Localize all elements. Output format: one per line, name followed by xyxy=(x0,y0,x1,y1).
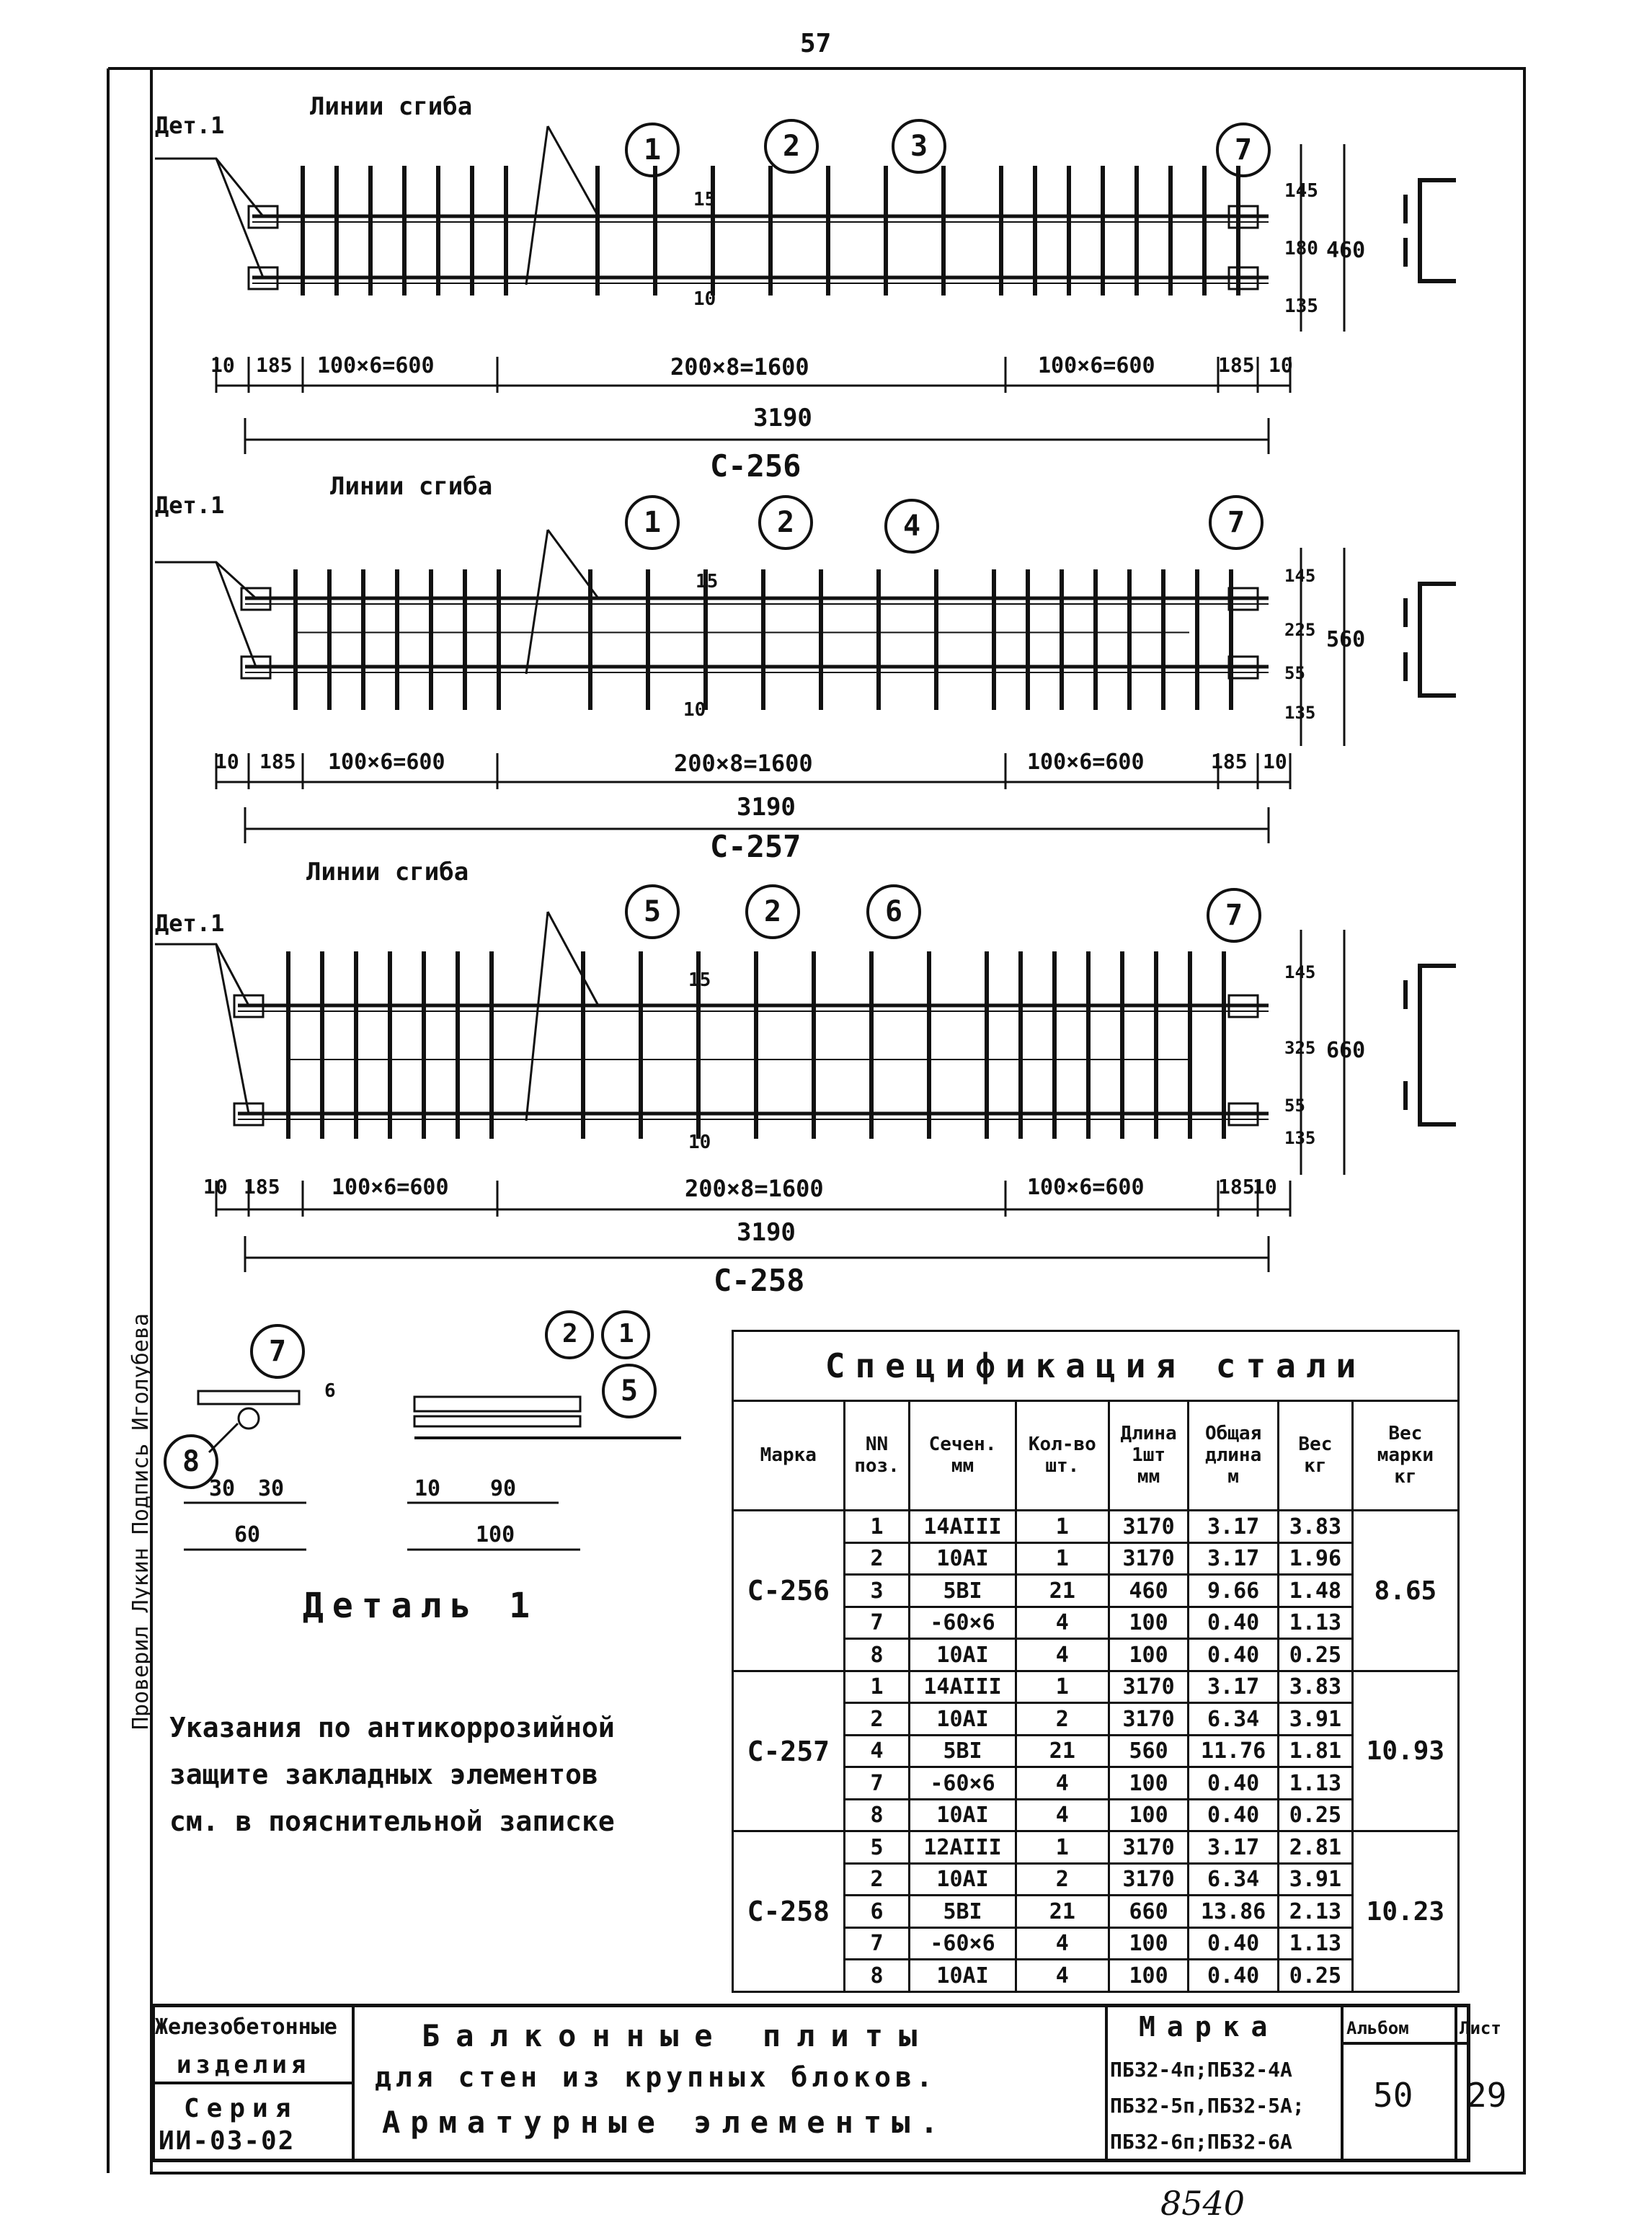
spec-cell: -60×6 xyxy=(910,1927,1016,1960)
steel-spec-table xyxy=(732,1330,1460,1993)
spec-cell: 0.25 xyxy=(1279,1960,1353,1992)
dim-total: 3190 xyxy=(753,404,812,432)
spec-cell: 3.91 xyxy=(1279,1703,1353,1736)
spec-cell: 1.13 xyxy=(1279,1767,1353,1800)
spec-mark-weight-cell: 10.23 xyxy=(1352,1831,1458,1992)
callout-number: 7 xyxy=(1225,899,1243,932)
spec-cell: 4 xyxy=(1016,1639,1109,1671)
side-dim: 225 xyxy=(1284,620,1316,640)
spec-cell: 6 xyxy=(844,1896,910,1928)
bend-lines-label: Линии сгиба xyxy=(306,858,469,887)
spec-cell: 2 xyxy=(844,1863,910,1896)
spec-cell: 5BI xyxy=(910,1575,1016,1607)
category-line: изделия xyxy=(177,2051,311,2079)
dim-bottom: 10 xyxy=(683,699,706,721)
spec-cell: 460 xyxy=(1109,1575,1189,1607)
dim-seg: 10 xyxy=(215,750,239,773)
spec-cell: 2 xyxy=(844,1542,910,1575)
mark-label: Марка xyxy=(1139,2011,1279,2043)
spec-cell: 100 xyxy=(1109,1767,1189,1800)
dim-seg: 200×8=1600 xyxy=(674,750,813,777)
spec-cell: 1 xyxy=(844,1511,910,1543)
spec-cell: 1 xyxy=(1016,1542,1109,1575)
dim: 30 xyxy=(209,1476,236,1501)
album-label: Альбом xyxy=(1346,2018,1409,2038)
dim-seg: 185 xyxy=(256,353,293,377)
spec-row xyxy=(733,1831,1459,1864)
spec-cell: 1.96 xyxy=(1279,1542,1353,1575)
spec-cell: 0.25 xyxy=(1279,1639,1353,1671)
note-line: защите закладных элементов xyxy=(169,1759,598,1790)
spec-cell: 21 xyxy=(1016,1575,1109,1607)
callout-number: 2 xyxy=(764,895,782,928)
spec-cell: 3.17 xyxy=(1189,1542,1279,1575)
side-dim: 55 xyxy=(1284,663,1305,683)
spec-cell: 100 xyxy=(1109,1799,1189,1831)
spec-cell: 3170 xyxy=(1109,1511,1189,1543)
col-total-len: Общая длина м xyxy=(1189,1401,1279,1511)
dim-seg: 10 xyxy=(1253,1175,1277,1199)
dim-top: 15 xyxy=(688,969,711,991)
spec-cell: 7 xyxy=(844,1927,910,1960)
dim-top: 15 xyxy=(693,189,716,210)
dim-seg: 10 xyxy=(1269,353,1293,377)
spec-cell: -60×6 xyxy=(910,1767,1016,1800)
sheet-value: 29 xyxy=(1467,2076,1507,2115)
spec-cell: 7 xyxy=(844,1607,910,1639)
dim: 90 xyxy=(490,1476,517,1501)
spec-cell: 4 xyxy=(1016,1799,1109,1831)
spec-cell: 100 xyxy=(1109,1639,1189,1671)
side-dim: 135 xyxy=(1284,703,1316,723)
side-dim: 180 xyxy=(1284,238,1318,259)
spec-cell: 14AIII xyxy=(910,1511,1016,1543)
title-line: Балконные плиты xyxy=(422,2018,933,2053)
spec-cell: 11.76 xyxy=(1189,1735,1279,1767)
spec-cell: 6.34 xyxy=(1189,1863,1279,1896)
side-dim: 145 xyxy=(1284,962,1316,982)
det-label: Дет.1 xyxy=(155,112,225,139)
side-dim: 55 xyxy=(1284,1096,1305,1116)
spec-cell: 4 xyxy=(1016,1927,1109,1960)
dim-total: 3190 xyxy=(737,1218,796,1247)
series-value: ИИ-03-02 xyxy=(159,2126,296,2156)
side-dim: 135 xyxy=(1284,296,1318,317)
side-total: 560 xyxy=(1326,627,1366,652)
handwritten-number: 8540 xyxy=(1160,2184,1245,2223)
spec-cell: 10AI xyxy=(910,1703,1016,1736)
bend-lines-label: Линии сгиба xyxy=(310,92,473,121)
mark-line: ПБ32-5п,ПБ32-5А; xyxy=(1110,2094,1305,2118)
spec-row xyxy=(733,1671,1459,1703)
callout-number: 2 xyxy=(777,506,795,539)
dim-seg: 185 xyxy=(244,1175,280,1199)
dim-seg: 200×8=1600 xyxy=(685,1175,824,1202)
dim-seg: 185 xyxy=(1218,1175,1255,1199)
spec-cell: 3 xyxy=(844,1575,910,1607)
spec-cell: 100 xyxy=(1109,1927,1189,1960)
spec-cell: 1 xyxy=(1016,1671,1109,1703)
spec-caption: Спецификация стали xyxy=(733,1331,1459,1401)
dim-seg: 100×6=600 xyxy=(1027,1175,1145,1200)
spec-cell: 10AI xyxy=(910,1960,1016,1992)
spec-cell: 1.13 xyxy=(1279,1607,1353,1639)
spec-cell: 3170 xyxy=(1109,1542,1189,1575)
dim-bottom: 10 xyxy=(693,288,716,310)
spec-cell: 8 xyxy=(844,1639,910,1671)
col-mark: Марка xyxy=(733,1401,845,1511)
spec-caption-row xyxy=(733,1331,1459,1401)
spec-cell: 4 xyxy=(1016,1767,1109,1800)
dim-seg: 100×6=600 xyxy=(317,353,435,378)
side-dim: 145 xyxy=(1284,566,1316,586)
spec-mark-cell: С-258 xyxy=(733,1831,845,1992)
spec-mark-cell: С-256 xyxy=(733,1511,845,1671)
side-dim: 325 xyxy=(1284,1038,1316,1058)
dim: 100 xyxy=(476,1522,515,1547)
col-weight: Вес кг xyxy=(1279,1401,1353,1511)
spec-cell: 5BI xyxy=(910,1735,1016,1767)
note-line: Указания по антикоррозийной xyxy=(169,1712,615,1743)
spec-cell: 0.40 xyxy=(1189,1960,1279,1992)
spec-cell: 9.66 xyxy=(1189,1575,1279,1607)
sheet-label: Лист xyxy=(1460,2018,1501,2038)
spec-row xyxy=(733,1511,1459,1543)
callout-number: 5 xyxy=(644,895,662,928)
spec-cell: 100 xyxy=(1109,1607,1189,1639)
page-number: 57 xyxy=(800,29,832,58)
spec-cell: 2.13 xyxy=(1279,1896,1353,1928)
spec-cell: 5BI xyxy=(910,1896,1016,1928)
spec-cell: 2 xyxy=(844,1703,910,1736)
album-value: 50 xyxy=(1373,2076,1413,2115)
spec-cell: 3.91 xyxy=(1279,1863,1353,1896)
dim-top: 15 xyxy=(696,571,719,592)
spec-cell: 2 xyxy=(1016,1863,1109,1896)
dim-bottom: 10 xyxy=(688,1132,711,1153)
spec-cell: 10AI xyxy=(910,1542,1016,1575)
spec-cell: 3.83 xyxy=(1279,1511,1353,1543)
side-stamp: Проверил Лукин Подпись Иголубева xyxy=(128,1313,154,1730)
callout-number: 7 xyxy=(1235,133,1253,166)
spec-cell: -60×6 xyxy=(910,1607,1016,1639)
spec-cell: 1.48 xyxy=(1279,1575,1353,1607)
dim-6: 6 xyxy=(324,1380,336,1402)
spec-cell: 3.83 xyxy=(1279,1671,1353,1703)
spec-cell: 2.81 xyxy=(1279,1831,1353,1864)
spec-cell: 0.40 xyxy=(1189,1799,1279,1831)
dim-seg: 10 xyxy=(210,353,235,377)
spec-cell: 1 xyxy=(1016,1511,1109,1543)
spec-cell: 4 xyxy=(1016,1960,1109,1992)
side-dim: 145 xyxy=(1284,180,1318,202)
dim-seg: 185 xyxy=(1218,353,1255,377)
spec-cell: 7 xyxy=(844,1767,910,1800)
callout-number: 1 xyxy=(644,506,662,539)
spec-mark-cell: С-257 xyxy=(733,1671,845,1831)
side-dim: 135 xyxy=(1284,1128,1316,1148)
spec-mark-weight-cell: 10.93 xyxy=(1352,1671,1458,1831)
col-mark-weight: Вес марки кг xyxy=(1352,1401,1458,1511)
dim: 30 xyxy=(258,1476,285,1501)
callout-number: 7 xyxy=(1227,506,1245,539)
callout-number: 8 xyxy=(182,1445,200,1478)
spec-cell: 6.34 xyxy=(1189,1703,1279,1736)
spec-cell: 1 xyxy=(1016,1831,1109,1864)
mark-line: ПБ32-4п;ПБ32-4А xyxy=(1110,2058,1292,2082)
spec-cell: 8 xyxy=(844,1960,910,1992)
spec-cell: 1.81 xyxy=(1279,1735,1353,1767)
spec-cell: 0.25 xyxy=(1279,1799,1353,1831)
spec-cell: 3170 xyxy=(1109,1703,1189,1736)
col-pos: NN поз. xyxy=(844,1401,910,1511)
callout-number: 1 xyxy=(644,133,662,166)
det-label: Дет.1 xyxy=(155,910,225,937)
spec-cell: 3170 xyxy=(1109,1671,1189,1703)
dim-seg: 10 xyxy=(1263,750,1287,773)
col-section: Сечен. мм xyxy=(910,1401,1016,1511)
callout-number: 3 xyxy=(910,130,928,163)
callout-number: 1 xyxy=(618,1319,634,1349)
col-len1: Длина 1шт мм xyxy=(1109,1401,1189,1511)
spec-cell: 21 xyxy=(1016,1735,1109,1767)
side-total: 660 xyxy=(1326,1038,1366,1063)
callout-number: 5 xyxy=(621,1374,639,1408)
series-label: Серия xyxy=(184,2094,298,2123)
note-line: см. в пояснительной записке xyxy=(169,1805,615,1837)
spec-mark-weight-cell: 8.65 xyxy=(1352,1511,1458,1671)
spec-cell: 21 xyxy=(1016,1896,1109,1928)
spec-cell: 1.13 xyxy=(1279,1927,1353,1960)
side-total: 460 xyxy=(1326,238,1366,263)
dim-seg: 185 xyxy=(259,750,296,773)
spec-cell: 2 xyxy=(1016,1703,1109,1736)
dim-seg: 185 xyxy=(1211,750,1248,773)
spec-cell: 3170 xyxy=(1109,1831,1189,1864)
mark-label: С-258 xyxy=(714,1263,805,1298)
spec-cell: 3.17 xyxy=(1189,1671,1279,1703)
spec-cell: 0.40 xyxy=(1189,1607,1279,1639)
spec-cell: 3.17 xyxy=(1189,1831,1279,1864)
title-line: для стен из крупных блоков. xyxy=(375,2061,937,2093)
dim-seg: 100×6=600 xyxy=(1038,353,1155,378)
spec-header-row xyxy=(733,1401,1459,1511)
spec-cell: 0.40 xyxy=(1189,1767,1279,1800)
spec-cell: 560 xyxy=(1109,1735,1189,1767)
callout-number: 4 xyxy=(903,510,921,543)
spec-cell: 100 xyxy=(1109,1960,1189,1992)
spec-cell: 0.40 xyxy=(1189,1639,1279,1671)
mark-label: С-256 xyxy=(710,448,801,484)
spec-cell: 10AI xyxy=(910,1639,1016,1671)
bend-lines-label: Линии сгиба xyxy=(330,472,493,501)
detail-title: Деталь 1 xyxy=(303,1586,539,1626)
callout-number: 2 xyxy=(562,1319,578,1349)
dim: 10 xyxy=(414,1476,441,1501)
mark-line: ПБ32-6п;ПБ32-6А xyxy=(1110,2130,1292,2154)
col-qty: Кол-во шт. xyxy=(1016,1401,1109,1511)
dim-seg: 200×8=1600 xyxy=(670,353,809,381)
spec-cell: 4 xyxy=(844,1735,910,1767)
callout-number: 7 xyxy=(269,1335,287,1368)
dim-seg: 100×6=600 xyxy=(1027,750,1145,775)
spec-cell: 10AI xyxy=(910,1863,1016,1896)
dim-seg: 10 xyxy=(203,1175,228,1199)
spec-cell: 1 xyxy=(844,1671,910,1703)
mark-label: С-257 xyxy=(710,829,801,864)
dim: 60 xyxy=(234,1522,261,1547)
spec-cell: 3170 xyxy=(1109,1863,1189,1896)
callout-number: 2 xyxy=(783,130,801,163)
callout-number: 6 xyxy=(885,895,903,928)
spec-cell: 8 xyxy=(844,1799,910,1831)
spec-cell: 12AIII xyxy=(910,1831,1016,1864)
det-label: Дет.1 xyxy=(155,492,225,519)
spec-cell: 660 xyxy=(1109,1896,1189,1928)
spec-cell: 10AI xyxy=(910,1799,1016,1831)
spec-cell: 14AIII xyxy=(910,1671,1016,1703)
spec-cell: 0.40 xyxy=(1189,1927,1279,1960)
spec-cell: 13.86 xyxy=(1189,1896,1279,1928)
title-line: Арматурные элементы. xyxy=(382,2105,949,2140)
dim-seg: 100×6=600 xyxy=(328,750,445,775)
category-line: Железобетонные xyxy=(155,2014,337,2040)
dim-seg: 100×6=600 xyxy=(332,1175,449,1200)
spec-cell: 4 xyxy=(1016,1607,1109,1639)
spec-cell: 5 xyxy=(844,1831,910,1864)
dim-total: 3190 xyxy=(737,793,796,822)
spec-cell: 3.17 xyxy=(1189,1511,1279,1543)
